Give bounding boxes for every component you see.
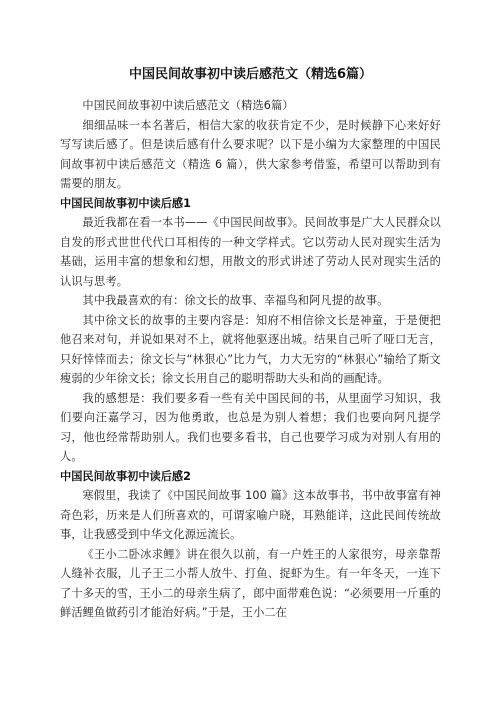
intro-paragraph: 细细品味一本名著后，相信大家的收获肯定不少，是时候静下心来好好写写读后感了。但是读后感有什么要求呢？以下是小编为大家整理的中国民间故事初中读后感范文（精选 6 篇），供大家参考借鉴，希望可以帮助到有需要的朋友。 <box>60 118 441 190</box>
section-2-paragraph: 寒假里，我读了《中国民间故事 100 篇》这本故事书，书中故事富有神奇色彩，历来是人们所喜欢的，可谓家喻户晓，耳熟能详，这此民间传统故事，让我感受到中华文化源远流长。 <box>60 489 441 541</box>
section-heading-2: 中国民间故事初中读后感2 <box>60 469 191 483</box>
section-1-paragraph: 其中我最喜欢的有：徐文长的故事、幸福鸟和阿凡提的故事。 <box>82 294 389 307</box>
intro-subtitle: 中国民间故事初中读后感范文（精选6篇） <box>82 99 294 112</box>
document-title: 中国民间故事初中读后感范文（精选6篇） <box>128 67 373 82</box>
section-1-paragraph: 我的感想是：我们要多看一些有关中国民间的书，从里面学习知识，我们要向汪嘉学习，因为他勇敢，也总是为别人着想；我们也要向阿凡提学习，他也经常帮助别人。我们也要多看书，自己也要学习成为对别人有用的人。 <box>60 391 441 463</box>
section-1-paragraph: 其中徐文长的故事的主要内容是：知府不相信徐文长是神童，于是便把他召来对句，并说如果对不上，就将他驱逐出城。结果自己听了哑口无言，只好悻悻而去；徐文长与“林狠心”比力气，力大无穷的“林狠心”输给了斯文瘦弱的少年徐文长；徐文长用自己的聪明帮助大头和尚的画配诗。 <box>60 313 441 385</box>
section-heading-1: 中国民间故事初中读后感1 <box>60 196 191 210</box>
section-1-paragraph: 最近我都在看一本书——《中国民间故事》。民间故事是广大人民群众以自发的形式世世代代口耳相传的一种文学样式。它以劳动人民对现实生活为基础，运用丰富的想象和幻想，用散文的形式讲述了劳动人民对现实生活的认识与思考。 <box>60 216 441 288</box>
section-2-paragraph: 《王小二卧冰求鲤》讲在很久以前，有一户姓王的人家很穷，母亲靠帮人缝补衣服，儿子王二小帮人放牛、打鱼、捉虾为生。有一年冬天，一连下了十多天的雪，王小二的母亲生病了，郎中面带难色说：“必须要用一斤重的鲜活鲤鱼做药引才能治好病。”于是，王小二在 <box>60 547 441 619</box>
